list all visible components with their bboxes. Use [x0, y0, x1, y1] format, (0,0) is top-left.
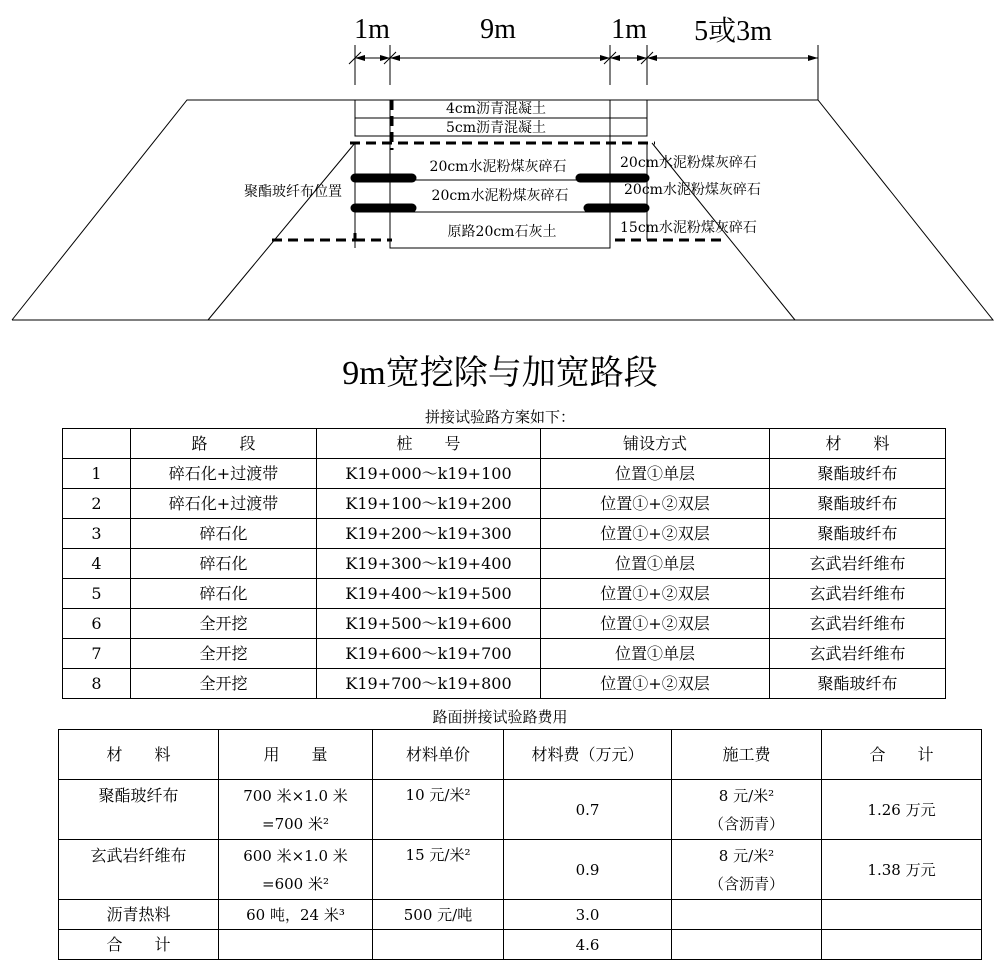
station-cell: K19+100～k19+200 [317, 489, 541, 519]
table-row [59, 900, 982, 930]
geotextile-position-label: 聚酯玻纤布位置 [244, 184, 342, 200]
quantity-line: 600 米×1.0 米 [243, 846, 348, 865]
header-cell [63, 429, 131, 459]
layer-label: 原路20cm石灰土 [447, 224, 557, 240]
layer-label: 5cm沥青混凝土 [445, 120, 547, 136]
fee-line: 8 元/米² [718, 786, 775, 805]
material-cell: 玄武岩纤维布 [770, 639, 946, 669]
material-cell: 玄武岩纤维布 [59, 840, 219, 900]
laying-method-cell: 位置①单层 [541, 549, 770, 579]
road-section-cell: 全开挖 [131, 639, 317, 669]
layer-label: 20cm水泥粉煤灰碎石 [431, 188, 569, 204]
row-number-cell: 8 [63, 669, 131, 699]
table-row [63, 489, 946, 519]
dim-label-1: 1m [354, 14, 390, 45]
road-section-cell: 碎石化+过渡带 [131, 489, 317, 519]
quantity-line: 700 米×1.0 米 [243, 786, 348, 805]
construction-fee-cell [672, 930, 822, 960]
laying-method-cell: 位置①+②双层 [541, 489, 770, 519]
header-cell: 铺设方式 [541, 429, 770, 459]
header-cell: 施工费 [672, 730, 822, 780]
header-cell: 桩 号 [317, 429, 541, 459]
dim-label-2: 9m [480, 14, 516, 45]
row-number-cell: 7 [63, 639, 131, 669]
row-number-cell: 4 [63, 549, 131, 579]
plan-table [62, 428, 946, 699]
laying-method-cell: 位置①+②双层 [541, 609, 770, 639]
quantity-cell [219, 780, 373, 840]
table-row [59, 840, 982, 900]
station-cell: K19+000～k19+100 [317, 459, 541, 489]
header-cell: 材 料 [59, 730, 219, 780]
table-row [63, 459, 946, 489]
road-section-cell: 碎石化 [131, 579, 317, 609]
unit-price-cell: 500 元/吨 [373, 900, 504, 930]
header-cell: 材 料 [770, 429, 946, 459]
header-cell: 材料费（万元） [504, 730, 672, 780]
material-cell: 玄武岩纤维布 [770, 549, 946, 579]
header-cell: 材料单价 [373, 730, 504, 780]
material-cell: 聚酯玻纤布 [770, 519, 946, 549]
quantity-line: =700 米² [262, 814, 329, 833]
construction-fee-cell [672, 840, 822, 900]
table-row [63, 549, 946, 579]
table-row [63, 579, 946, 609]
total-cell: 1.38 万元 [822, 840, 982, 900]
table-row [63, 519, 946, 549]
road-section-cell: 碎石化+过渡带 [131, 459, 317, 489]
material-cell: 聚酯玻纤布 [770, 489, 946, 519]
quantity-cell: 60 吨，24 米³ [219, 900, 373, 930]
unit-price-cell [373, 930, 504, 960]
layer-label: 20cm水泥粉煤灰碎石 [429, 159, 567, 175]
station-cell: K19+600～k19+700 [317, 639, 541, 669]
table-row [59, 780, 982, 840]
cost-caption: 路面拼接试验路费用 [432, 708, 568, 726]
laying-method-cell: 位置①+②双层 [541, 579, 770, 609]
station-cell: K19+500～k19+600 [317, 609, 541, 639]
table-row [63, 639, 946, 669]
material-cell: 聚酯玻纤布 [770, 459, 946, 489]
row-number-cell: 5 [63, 579, 131, 609]
side-layer-label: 15cm水泥粉煤灰碎石 [620, 220, 757, 236]
header-cell: 用 量 [219, 730, 373, 780]
fee-line: 8 元/米² [718, 846, 775, 865]
table-header-row [63, 429, 946, 459]
row-number-cell: 1 [63, 459, 131, 489]
material-cell: 玄武岩纤维布 [770, 579, 946, 609]
construction-fee-cell [672, 900, 822, 930]
layer-label: 4cm沥青混凝土 [445, 101, 547, 117]
station-cell: K19+300～k19+400 [317, 549, 541, 579]
plan-caption: 拼接试验路方案如下： [424, 408, 575, 426]
header-cell: 路 段 [131, 429, 317, 459]
total-cell: 1.26 万元 [822, 780, 982, 840]
dimension-lines [349, 45, 818, 100]
page-title: 9m宽挖除与加宽路段 [342, 355, 658, 392]
quantity-cell [219, 930, 373, 960]
row-number-cell: 6 [63, 609, 131, 639]
material-cell: 聚酯玻纤布 [59, 780, 219, 840]
dim-label-3: 1m [611, 14, 647, 45]
laying-method-cell: 位置①+②双层 [541, 519, 770, 549]
total-cell [822, 930, 982, 960]
dim-label-4: 5或3m [694, 16, 772, 47]
quantity-cell [219, 840, 373, 900]
row-number-cell: 2 [63, 489, 131, 519]
table-row [63, 669, 946, 699]
station-cell: K19+200～k19+300 [317, 519, 541, 549]
quantity-line: =600 米² [262, 874, 329, 893]
material-cell: 合 计 [59, 930, 219, 960]
material-fee-cell: 3.0 [504, 900, 672, 930]
fee-line: （含沥青） [708, 814, 784, 833]
material-fee-cell: 0.7 [504, 780, 672, 840]
material-cell: 聚酯玻纤布 [770, 669, 946, 699]
laying-method-cell: 位置①单层 [541, 639, 770, 669]
fee-line: （含沥青） [708, 874, 784, 893]
side-layer-label: 20cm水泥粉煤灰碎石 [620, 155, 757, 171]
road-section-cell: 碎石化 [131, 549, 317, 579]
laying-method-cell: 位置①单层 [541, 459, 770, 489]
construction-fee-cell [672, 780, 822, 840]
side-layer-label: 20cm水泥粉煤灰碎石 [624, 182, 761, 198]
laying-method-cell: 位置①+②双层 [541, 669, 770, 699]
material-cell: 玄武岩纤维布 [770, 609, 946, 639]
material-fee-cell: 4.6 [504, 930, 672, 960]
table-row [63, 609, 946, 639]
row-number-cell: 3 [63, 519, 131, 549]
road-section-cell: 全开挖 [131, 669, 317, 699]
header-cell: 合 计 [822, 730, 982, 780]
road-section-cell: 碎石化 [131, 519, 317, 549]
unit-price-cell: 15 元/米² [373, 840, 504, 900]
road-section-cell: 全开挖 [131, 609, 317, 639]
station-cell: K19+700～k19+800 [317, 669, 541, 699]
material-fee-cell: 0.9 [504, 840, 672, 900]
road-cross-section-diagram [0, 0, 1000, 340]
unit-price-cell: 10 元/米² [373, 780, 504, 840]
cost-table [58, 729, 982, 960]
table-header-row [59, 730, 982, 780]
table-row [59, 930, 982, 960]
total-cell [822, 900, 982, 930]
material-cell: 沥青热料 [59, 900, 219, 930]
station-cell: K19+400～k19+500 [317, 579, 541, 609]
